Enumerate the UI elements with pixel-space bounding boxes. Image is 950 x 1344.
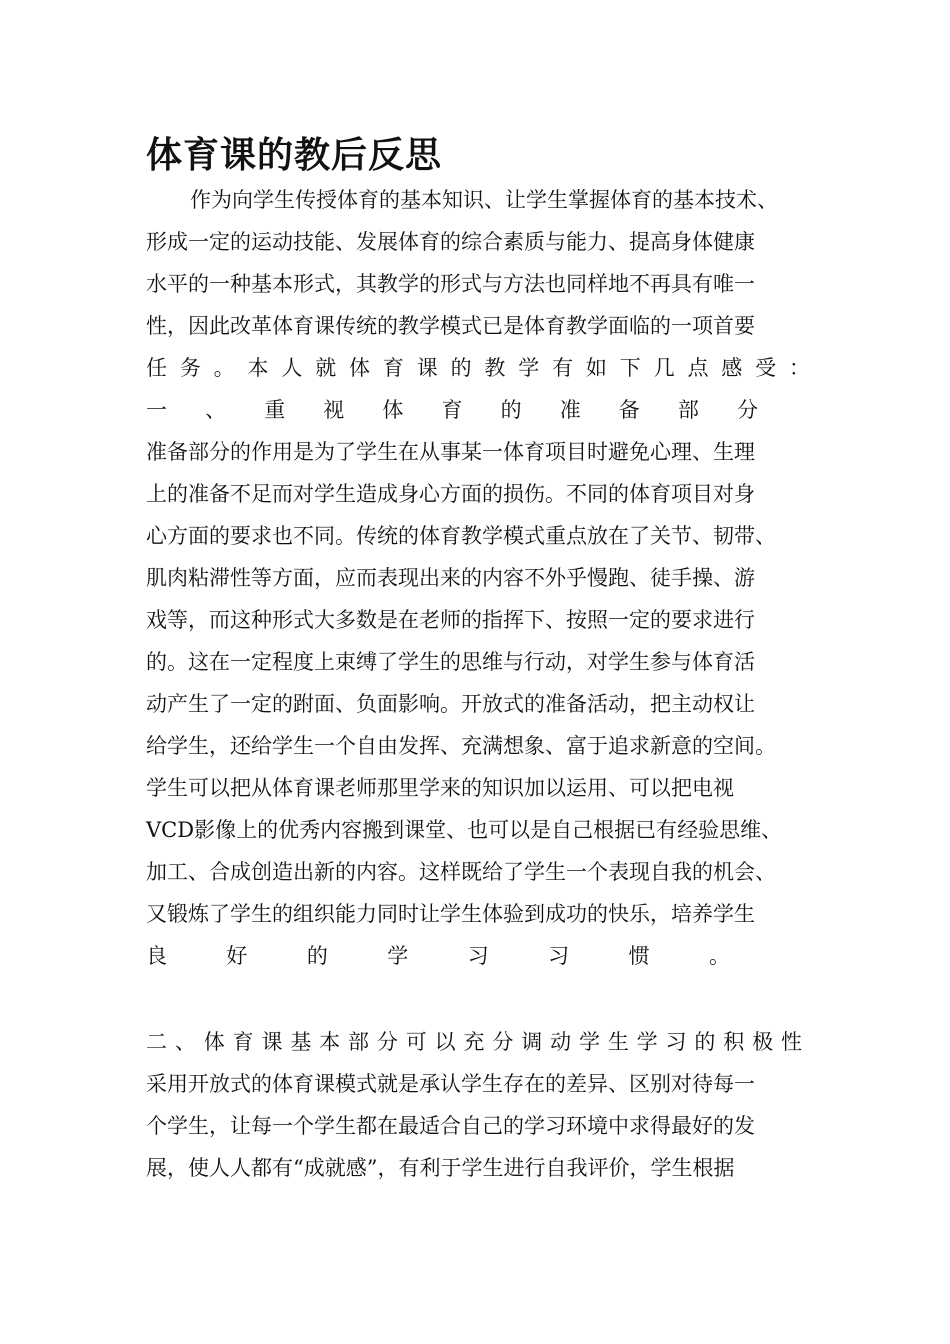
paragraph-line: 性，因此改革体育课传统的教学模式已是体育教学面临的一项首要 [146, 314, 755, 338]
paragraph-line: 作为向学生传授体育的基本知识、让学生掌握体育的基本技术、 [190, 188, 778, 212]
section-heading-2: 二、体育课基本部分可以充分调动学生学习的积极性 [146, 1030, 802, 1054]
document-title: 体育课的教后反思 [146, 135, 443, 176]
paragraph-line: 个学生，让每一个学生都在最适合自己的学习环境中求得最好的发 [146, 1114, 755, 1138]
paragraph-line: 采用开放式的体育课模式就是承认学生存在的差异、区别对待每一 [146, 1072, 755, 1096]
paragraph-line: 的。这在一定程度上束缚了学生的思维与行动，对学生参与体育活 [146, 650, 755, 674]
paragraph-line: 学生可以把从体育课老师那里学来的知识加以运用、可以把电视 [146, 776, 734, 800]
paragraph-line: 加工、合成创造出新的内容。这样既给了学生一个表现自我的机会、 [146, 860, 776, 884]
paragraph-line: 上的准备不足而对学生造成身心方面的损伤。不同的体育项目对身 [146, 482, 755, 506]
paragraph-line: 准备部分的作用是为了学生在从事某一体育项目时避免心理、生理 [146, 440, 755, 464]
paragraph-line: 任 务 。 本 人 就 体 育 课 的 教 学 有 如 下 几 点 感 受 ： [146, 356, 810, 380]
paragraph-line: 展，使人人都有“成就感”，有利于学生进行自我评价，学生根据 [146, 1156, 735, 1180]
paragraph-line: 动产生了一定的跗面、负面影响。开放式的准备活动，把主动权让 [146, 692, 755, 716]
paragraph-line: 给学生，还给学生一个自由发挥、充满想象、富于追求新意的空间。 [146, 734, 776, 758]
paragraph-line: 肌肉粘滞性等方面，应而表现出来的内容不外乎慢跑、徒手操、游 [146, 566, 755, 590]
paragraph-line: 心方面的要求也不同。传统的体育教学模式重点放在了关节、韧带、 [146, 524, 776, 548]
section-heading-1: 一 、 重 视 体 育 的 准 备 部 分 [146, 398, 758, 422]
paragraph-line: 良 好 的 学 习 习 惯 。 [146, 944, 730, 968]
paragraph-line: VCD影像上的优秀内容搬到课堂、也可以是自己根据已有经验思维、 [146, 818, 783, 842]
paragraph-line: 戏等，而这种形式大多数是在老师的指挥下、按照一定的要求进行 [146, 608, 755, 632]
paragraph-line: 又锻炼了学生的组织能力同时让学生体验到成功的快乐，培养学生 [146, 902, 755, 926]
paragraph-line: 形成一定的运动技能、发展体育的综合素质与能力、提高身体健康 [146, 230, 755, 254]
paragraph-line: 水平的一种基本形式，其教学的形式与方法也同样地不再具有唯一 [146, 272, 755, 296]
